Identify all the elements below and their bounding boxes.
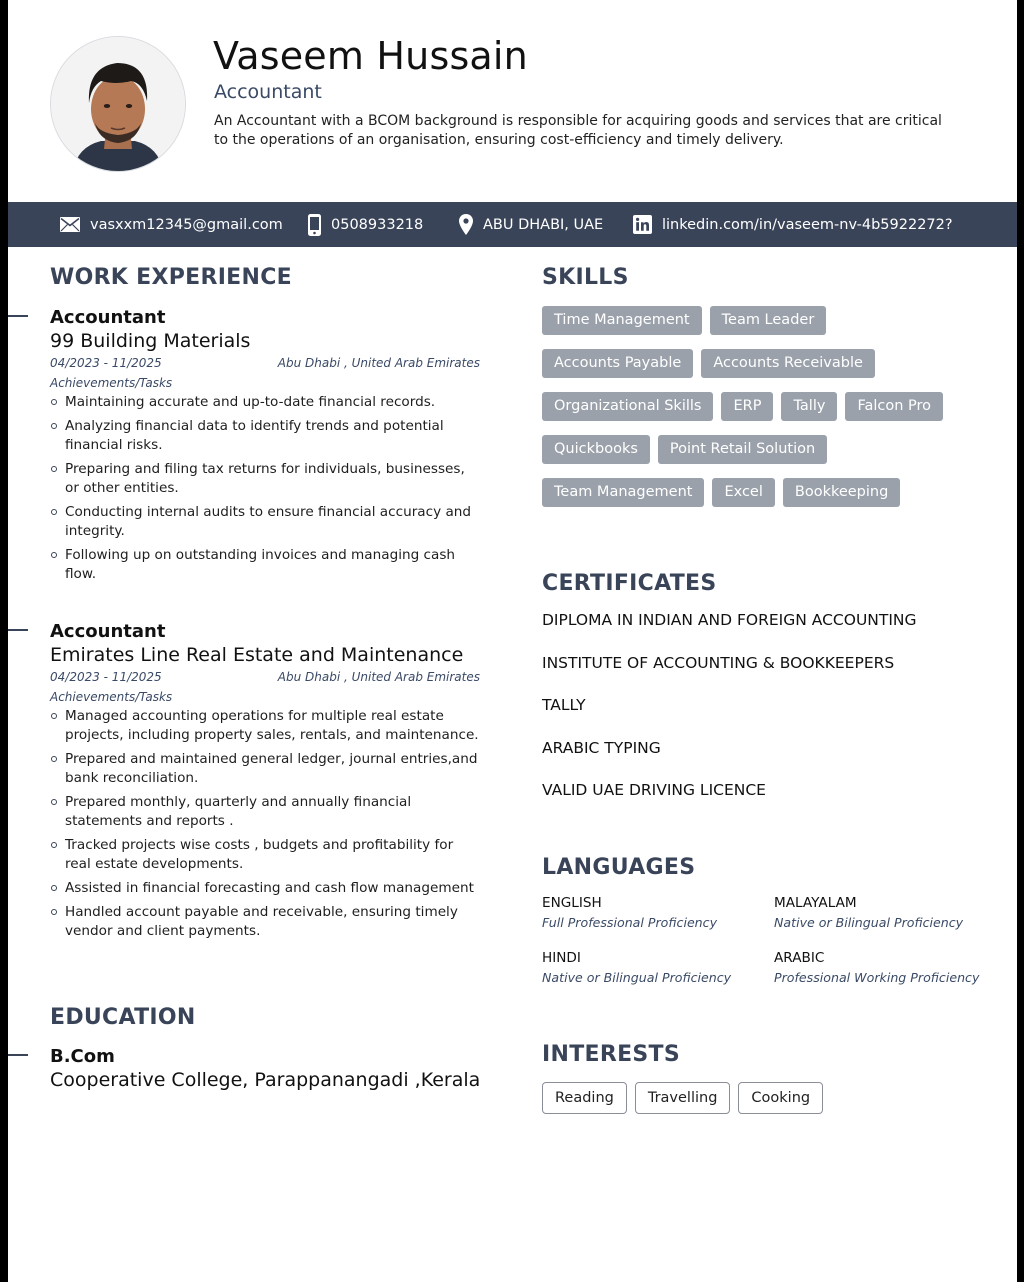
task-item: Maintaining accurate and up-to-date financial records. bbox=[50, 393, 480, 412]
job-dates: 04/2023 - 11/2025 bbox=[50, 356, 162, 370]
job-title: Accountant bbox=[50, 621, 166, 642]
language-name: MALAYALAM bbox=[774, 895, 857, 911]
task-item: Conducting internal audits to ensure financial accuracy and integrity. bbox=[50, 503, 480, 541]
interest-tag: Cooking bbox=[738, 1082, 823, 1114]
job-company: 99 Building Materials bbox=[50, 330, 251, 352]
language-name: ARABIC bbox=[774, 950, 825, 966]
skill-tag: Team Leader bbox=[710, 306, 827, 335]
task-item: Preparing and filing tax returns for individuals, businesses, or other entities. bbox=[50, 460, 480, 498]
skill-tag: Team Management bbox=[542, 478, 704, 507]
skill-tag: Quickbooks bbox=[542, 435, 650, 464]
work-experience-heading: WORK EXPERIENCE bbox=[50, 265, 292, 290]
job-meta bbox=[50, 667, 480, 688]
profile-photo-image bbox=[51, 37, 185, 171]
job-meta bbox=[50, 353, 480, 374]
language-item bbox=[774, 894, 999, 932]
language-item bbox=[774, 949, 999, 987]
language-item bbox=[542, 894, 767, 932]
skill-tag: Accounts Payable bbox=[542, 349, 693, 378]
language-item bbox=[542, 949, 767, 987]
email-text: vasxxm12345@gmail.com bbox=[90, 216, 283, 233]
location-text: ABU DHABI, UAE bbox=[483, 216, 604, 233]
skill-tag: Accounts Receivable bbox=[701, 349, 875, 378]
language-name: ENGLISH bbox=[542, 895, 602, 911]
contact-email[interactable] bbox=[60, 202, 283, 247]
skills-heading: SKILLS bbox=[542, 265, 629, 290]
certificate-item: ARABIC TYPING bbox=[542, 738, 661, 757]
contact-location bbox=[459, 202, 603, 247]
job-location: Abu Dhabi , United Arab Emirates bbox=[277, 356, 480, 370]
skill-tag: Organizational Skills bbox=[542, 392, 713, 421]
candidate-role: Accountant bbox=[214, 81, 322, 103]
job-subheading: Achievements/Tasks bbox=[50, 376, 173, 390]
task-list bbox=[50, 707, 480, 941]
language-name: HINDI bbox=[542, 950, 581, 966]
profile-summary: An Accountant with a BCOM background is responsible for acquiring goods and services that are critical to the operations of an organisation, ensuring cost-efficiency and timely delivery. bbox=[214, 113, 942, 148]
skill-tag: Excel bbox=[712, 478, 774, 507]
interests-list bbox=[542, 1082, 831, 1114]
resume-page bbox=[8, 0, 1017, 1282]
certificate-item: TALLY bbox=[542, 696, 586, 714]
task-item: Prepared and maintained general ledger, journal entries,and bank reconciliation. bbox=[50, 750, 480, 788]
phone-icon bbox=[308, 214, 321, 236]
job-location: Abu Dhabi , United Arab Emirates bbox=[277, 670, 480, 684]
envelope-icon bbox=[60, 217, 80, 232]
certificates-heading: CERTIFICATES bbox=[542, 571, 717, 596]
job-marker bbox=[8, 315, 28, 317]
task-item: Prepared monthly, quarterly and annually financial statements and reports . bbox=[50, 793, 480, 831]
skill-tag: Bookkeeping bbox=[783, 478, 900, 507]
interests-heading: INTERESTS bbox=[542, 1042, 680, 1067]
education-entry bbox=[50, 1045, 500, 1092]
task-list bbox=[50, 393, 480, 584]
contact-bar bbox=[8, 202, 1017, 247]
education-school: Cooperative College, Parappanangadi ,Kerala bbox=[50, 1069, 481, 1091]
linkedin-icon bbox=[633, 215, 652, 234]
contact-linkedin[interactable] bbox=[633, 202, 953, 247]
skill-tag: Point Retail Solution bbox=[658, 435, 827, 464]
task-item: Following up on outstanding invoices and managing cash flow. bbox=[50, 546, 480, 584]
education-heading: EDUCATION bbox=[50, 1005, 196, 1030]
job-company: Emirates Line Real Estate and Maintenance bbox=[50, 644, 464, 666]
skills-list bbox=[542, 306, 982, 521]
job-entry-2 bbox=[50, 620, 480, 946]
linkedin-text: linkedin.com/in/vaseem-nv-4b5922272? bbox=[662, 216, 953, 233]
skill-tag: Falcon Pro bbox=[845, 392, 943, 421]
candidate-name: Vaseem Hussain bbox=[213, 34, 528, 78]
education-marker bbox=[8, 1054, 28, 1056]
interest-tag: Travelling bbox=[635, 1082, 731, 1114]
job-dates: 04/2023 - 11/2025 bbox=[50, 670, 162, 684]
task-item: Handled account payable and receivable, ensuring timely vendor and client payments. bbox=[50, 903, 480, 941]
task-item: Managed accounting operations for multiple real estate projects, including property sales, rentals, and maintenance. bbox=[50, 707, 480, 745]
skill-tag: Tally bbox=[781, 392, 837, 421]
contact-phone[interactable] bbox=[308, 202, 423, 247]
certificate-item: DIPLOMA IN INDIAN AND FOREIGN ACCOUNTING bbox=[542, 611, 917, 629]
skill-tag: ERP bbox=[721, 392, 773, 421]
task-item: Assisted in financial forecasting and cash flow management bbox=[50, 879, 480, 898]
education-degree: B.Com bbox=[50, 1046, 115, 1067]
map-pin-icon bbox=[459, 214, 473, 235]
language-level: Native or Bilingual Proficiency bbox=[774, 915, 964, 930]
task-item: Tracked projects wise costs , budgets and profitability for real estate developments. bbox=[50, 836, 480, 874]
skill-tag: Time Management bbox=[542, 306, 702, 335]
task-item: Analyzing financial data to identify trends and potential financial risks. bbox=[50, 417, 480, 455]
languages-heading: LANGUAGES bbox=[542, 855, 696, 880]
language-level: Full Professional Proficiency bbox=[542, 915, 718, 930]
language-level: Native or Bilingual Proficiency bbox=[542, 970, 732, 985]
phone-text: 0508933218 bbox=[331, 216, 424, 233]
profile-photo bbox=[50, 36, 186, 172]
language-level: Professional Working Proficiency bbox=[774, 970, 980, 985]
job-title: Accountant bbox=[50, 307, 166, 328]
job-marker bbox=[8, 629, 28, 631]
certificates-list bbox=[542, 609, 1002, 822]
certificate-item: VALID UAE DRIVING LICENCE bbox=[542, 781, 766, 799]
job-entry-1 bbox=[50, 306, 480, 589]
certificate-item: INSTITUTE OF ACCOUNTING & BOOKKEEPERS bbox=[542, 653, 895, 672]
interest-tag: Reading bbox=[542, 1082, 627, 1114]
job-subheading: Achievements/Tasks bbox=[50, 690, 173, 704]
